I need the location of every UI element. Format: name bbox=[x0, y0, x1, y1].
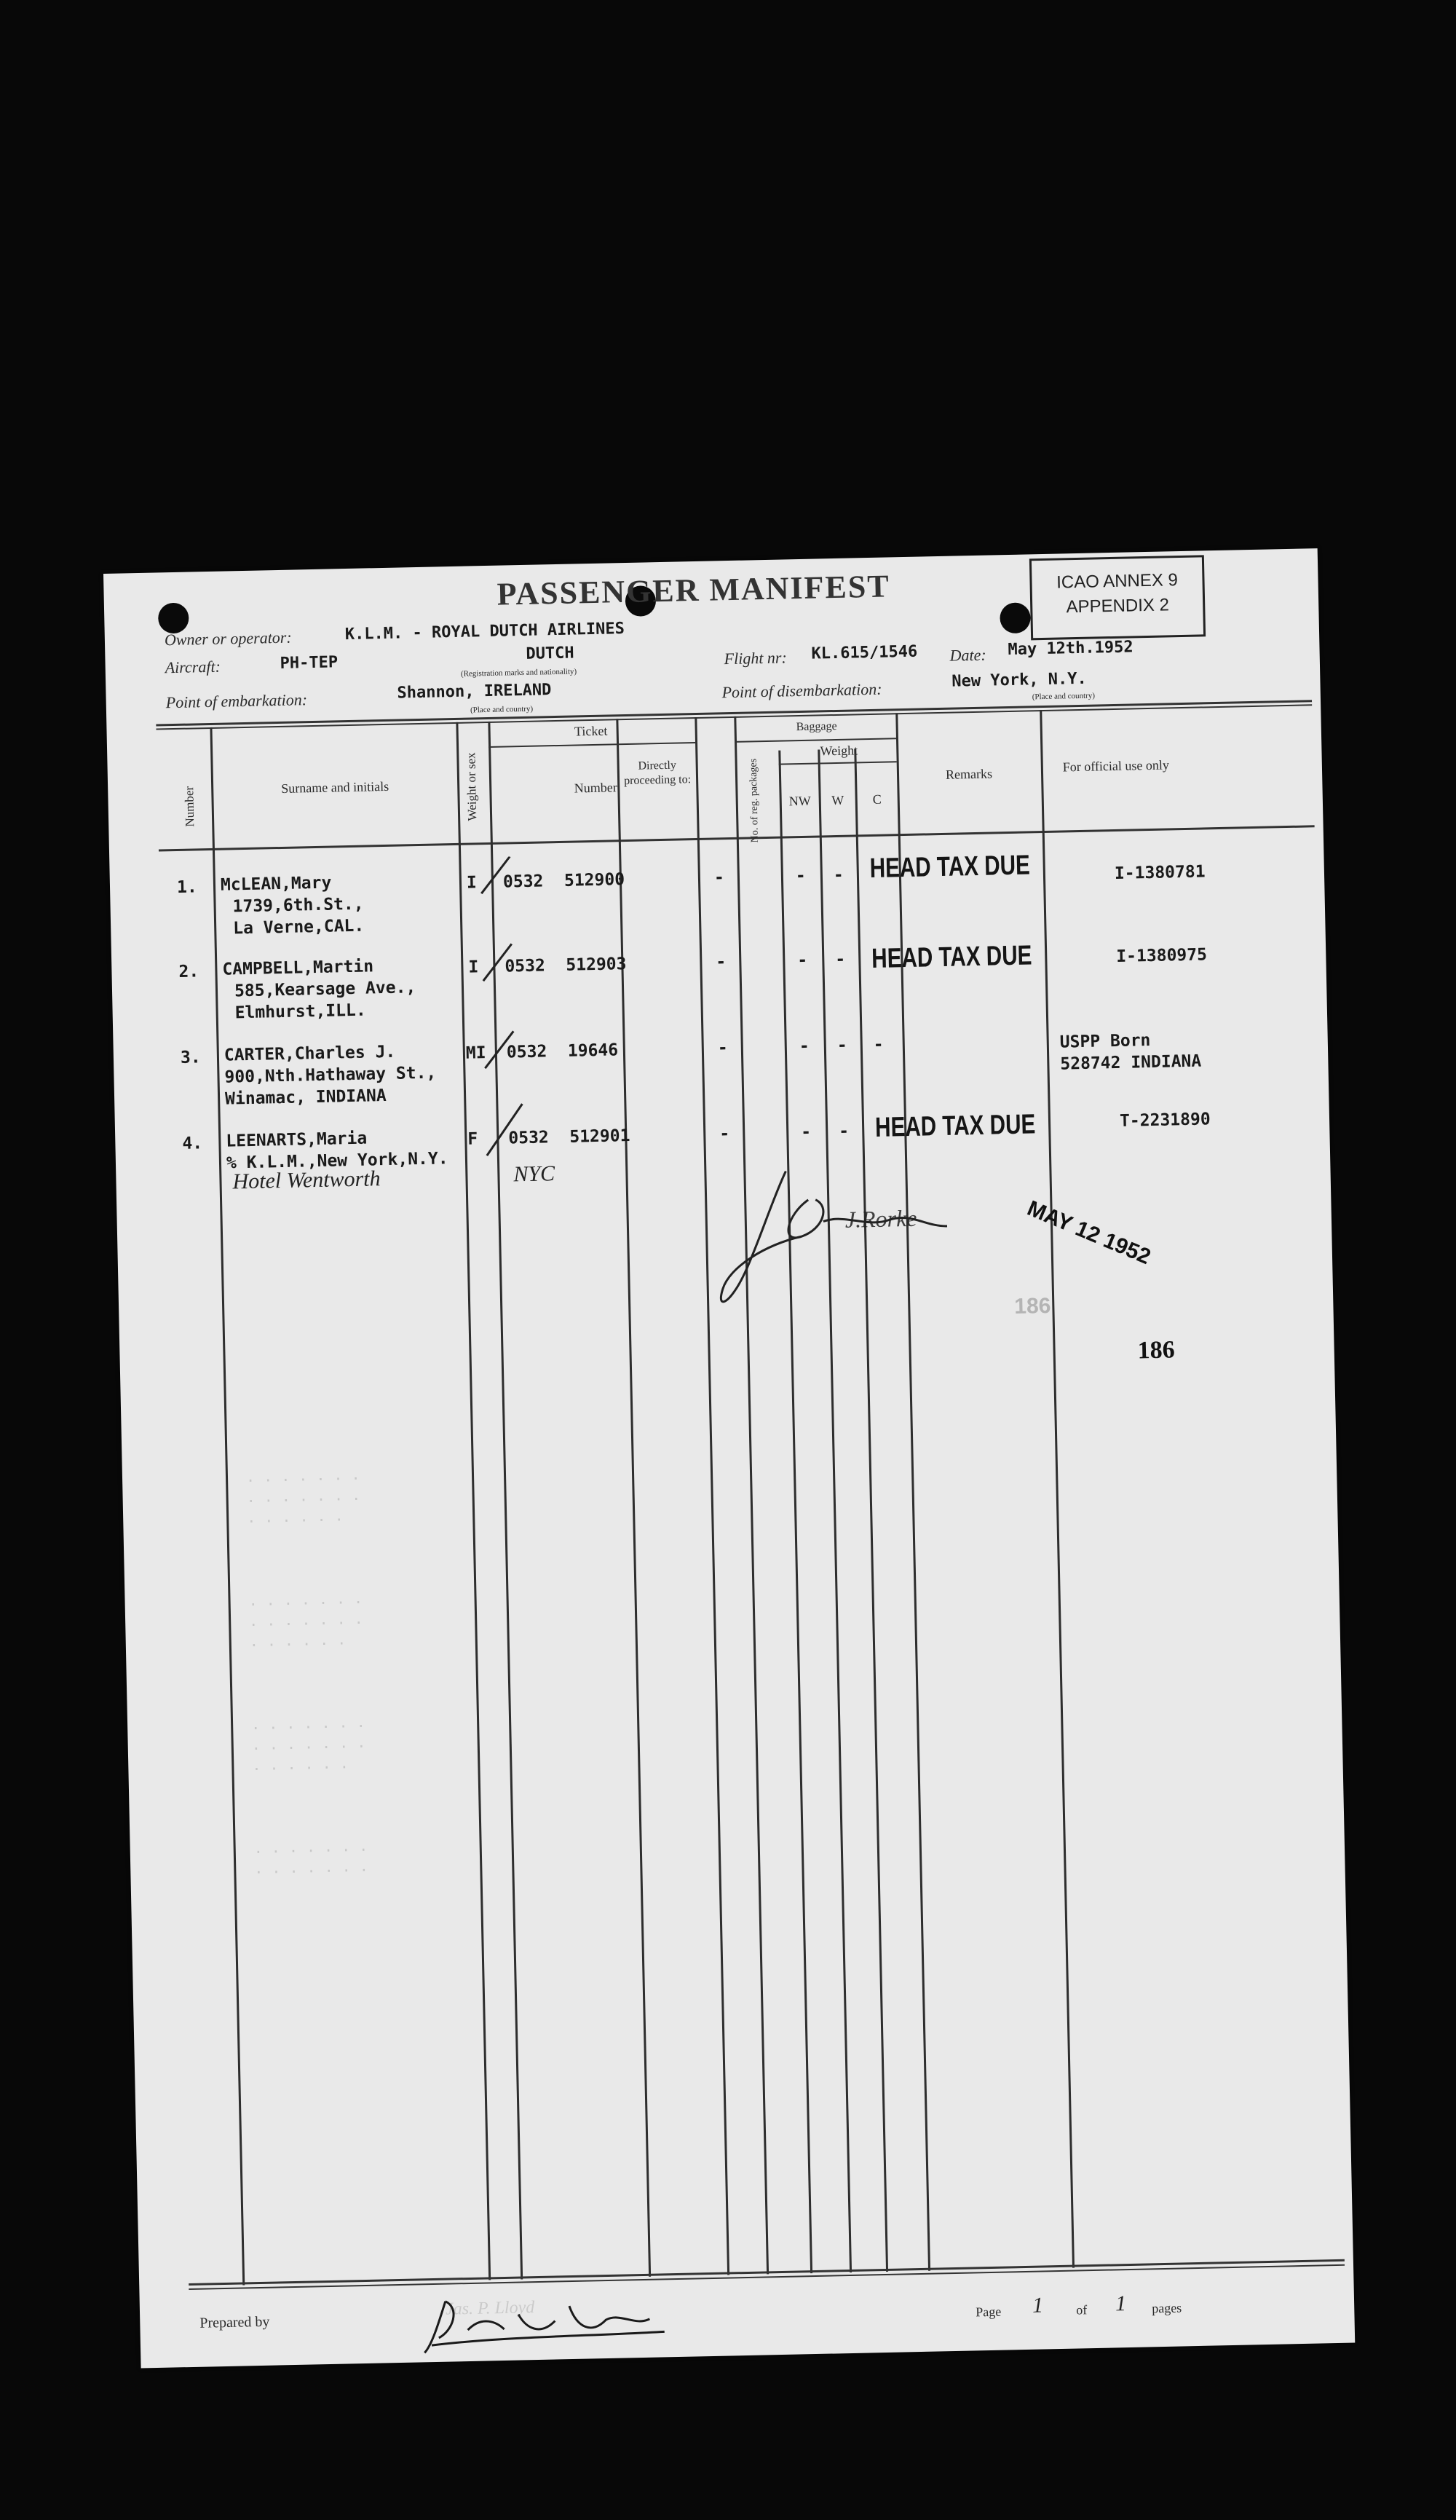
w-dash: - bbox=[835, 949, 846, 970]
ticket-prefix: 0532 bbox=[502, 872, 544, 892]
remark-stamp: HEAD TAX DUE bbox=[869, 850, 1031, 885]
bleed-through: . . . . . . . . . . . . . . bbox=[253, 1836, 369, 1878]
disembarkation-value: New York, N.Y. bbox=[951, 669, 1088, 691]
embarkation-label: Point of embarkation: bbox=[165, 690, 308, 712]
passenger-sex: F bbox=[467, 1129, 478, 1149]
check-mark-2 bbox=[483, 944, 513, 981]
aircraft-note: (Registration marks and nationality) bbox=[460, 667, 577, 679]
owner-label: Owner or operator: bbox=[164, 628, 292, 649]
remark-stamp: HEAD TAX DUE bbox=[871, 940, 1032, 975]
date-stamp: MAY 12 1952 bbox=[1024, 1196, 1155, 1270]
packages-dash: - bbox=[719, 1124, 730, 1144]
bleed-through: . . . . . . . . . . . . . . . . . . . . bbox=[248, 1589, 363, 1651]
w-dash: - bbox=[833, 865, 844, 885]
col-line-7 bbox=[778, 751, 812, 2274]
official-use: T-2231890 bbox=[1119, 1110, 1211, 1131]
passenger-address-1: 900,Nth.Hathaway St., bbox=[224, 1063, 437, 1087]
faint-stamp-number: 186 bbox=[1014, 1293, 1051, 1319]
ticket-prefix: 0532 bbox=[506, 1042, 547, 1062]
ticket-number: 19646 bbox=[567, 1040, 619, 1061]
passenger-address-1: 585,Kearsage Ave., bbox=[234, 978, 416, 1001]
w-dash: - bbox=[838, 1121, 850, 1142]
embarkation-value: Shannon, IRELAND bbox=[397, 681, 552, 703]
packages-dash: - bbox=[713, 868, 725, 888]
manifest-page bbox=[103, 548, 1355, 2368]
of-label: of bbox=[1076, 2302, 1088, 2318]
official-use-2: 528742 INDIANA bbox=[1060, 1051, 1202, 1074]
nyc-handwritten: NYC bbox=[513, 1161, 555, 1187]
ticket-number: 512901 bbox=[569, 1126, 630, 1147]
col-header-ticket: Ticket bbox=[574, 723, 608, 739]
passenger-address-2-handwritten: Hotel Wentworth bbox=[232, 1166, 381, 1194]
col-header-weight-sex: Weight or sex bbox=[464, 752, 480, 821]
passenger-address-2: La Verne,CAL. bbox=[232, 916, 365, 939]
col-header-c: C bbox=[872, 791, 882, 807]
passenger-sex: I bbox=[468, 957, 479, 977]
passenger-name: McLEAN,Mary bbox=[220, 873, 332, 895]
icao-annex-box bbox=[1029, 555, 1206, 640]
inspector-signature-text: J.Rorke bbox=[844, 1204, 917, 1233]
passenger-sex: MI bbox=[465, 1043, 486, 1063]
ticket-subrule bbox=[488, 742, 695, 748]
stamp-number: 186 bbox=[1137, 1336, 1176, 1364]
pages-label: pages bbox=[1151, 2300, 1182, 2316]
check-marks bbox=[473, 856, 567, 1163]
aircraft-nationality: DUTCH bbox=[526, 644, 574, 663]
row-number: 2. bbox=[178, 962, 199, 981]
official-use: USPP Born bbox=[1059, 1031, 1151, 1052]
passenger-address-1: % K.L.M.,New York,N.Y. bbox=[226, 1149, 448, 1173]
col-line-8 bbox=[818, 749, 852, 2272]
page-number: 1 bbox=[1032, 2293, 1044, 2318]
col-header-remarks: Remarks bbox=[945, 766, 993, 782]
col-header-w: W bbox=[831, 792, 844, 808]
col-line-6 bbox=[734, 716, 769, 2275]
ticket-prefix: 0532 bbox=[508, 1128, 550, 1148]
weight-subrule bbox=[779, 761, 897, 765]
ticket-number: 512903 bbox=[566, 955, 627, 975]
passenger-address-2: Elmhurst,ILL. bbox=[234, 1000, 366, 1023]
ticket-prefix: 0532 bbox=[505, 956, 546, 976]
packages-dash: - bbox=[717, 1038, 728, 1058]
col-header-nw: NW bbox=[788, 793, 811, 809]
embarkation-note: (Place and country) bbox=[470, 704, 534, 715]
punch-hole-right bbox=[1000, 602, 1031, 633]
bleed-through: . . . . . . . . . . . . . . . . . . . . bbox=[245, 1465, 361, 1527]
remark-stamp: HEAD TAX DUE bbox=[874, 1109, 1036, 1143]
col-line-11 bbox=[1040, 710, 1075, 2268]
page-total: 1 bbox=[1115, 2291, 1127, 2316]
row-number: 4. bbox=[182, 1134, 203, 1153]
passenger-address-2: Winamac, INDIANA bbox=[224, 1086, 387, 1109]
owner-value: K.L.M. - ROYAL DUTCH AIRLINES bbox=[344, 620, 625, 644]
nw-dash: - bbox=[797, 950, 808, 971]
nw-dash: - bbox=[795, 866, 807, 886]
nw-dash: - bbox=[801, 1122, 812, 1142]
official-use: I-1380975 bbox=[1116, 945, 1208, 966]
passenger-name: CARTER,Charles J. bbox=[223, 1042, 396, 1065]
w-dash: - bbox=[836, 1035, 847, 1056]
passenger-sex: I bbox=[466, 873, 478, 893]
inspector-signature bbox=[698, 1153, 978, 1319]
col-line-9 bbox=[854, 749, 888, 2272]
col-header-number: Number bbox=[182, 786, 197, 827]
ticket-number: 512900 bbox=[563, 870, 625, 890]
row-number: 3. bbox=[180, 1048, 201, 1067]
official-use: I-1380781 bbox=[1114, 862, 1206, 883]
flight-value: KL.615/1546 bbox=[811, 642, 918, 663]
passenger-address-1: 1739,6th.St., bbox=[232, 894, 364, 917]
col-header-weight: Weight bbox=[820, 743, 858, 759]
passenger-name: CAMPBELL,Martin bbox=[222, 957, 374, 979]
col-header-packages: No. of reg. packages bbox=[748, 758, 761, 843]
preparer-signature-text: Jas. P. Lloyd bbox=[445, 2298, 535, 2319]
prepared-by-label: Prepared by bbox=[199, 2313, 270, 2331]
date-label: Date: bbox=[949, 645, 986, 665]
flight-label: Flight nr: bbox=[724, 648, 788, 668]
packages-dash: - bbox=[716, 952, 727, 972]
passenger-name: LEENARTS,Maria bbox=[226, 1129, 368, 1151]
check-mark-4 bbox=[486, 1104, 523, 1156]
preparer-signature bbox=[416, 2282, 679, 2361]
punch-hole-left bbox=[158, 603, 189, 634]
check-mark-3 bbox=[484, 1031, 514, 1068]
check-mark-1 bbox=[480, 856, 510, 893]
col-header-ticket-number: Number bbox=[574, 780, 617, 796]
col-header-directly: Directly proceeding to: bbox=[623, 759, 692, 788]
disembarkation-label: Point of disembarkation: bbox=[721, 679, 882, 702]
disembarkation-note: (Place and country) bbox=[1032, 691, 1096, 702]
col-header-baggage: Baggage bbox=[796, 719, 837, 734]
c-dash: - bbox=[873, 1035, 884, 1054]
aircraft-value: PH-TEP bbox=[280, 653, 339, 673]
date-value: May 12th.1952 bbox=[1008, 638, 1133, 660]
annex-line-1: ICAO ANNEX 9 bbox=[1056, 570, 1179, 593]
annex-line-2: APPENDIX 2 bbox=[1066, 595, 1170, 617]
col-line-4 bbox=[616, 719, 651, 2277]
bleed-through: . . . . . . . . . . . . . . . . . . . . bbox=[250, 1713, 366, 1774]
col-header-official: For official use only bbox=[1062, 757, 1170, 775]
form-title: PASSENGER MANIFEST bbox=[496, 568, 891, 612]
aircraft-label: Aircraft: bbox=[165, 657, 221, 677]
row-number: 1. bbox=[176, 877, 198, 897]
nw-dash: - bbox=[799, 1036, 810, 1056]
page-label: Page bbox=[976, 2304, 1002, 2320]
col-header-surname: Surname and initials bbox=[281, 778, 389, 796]
